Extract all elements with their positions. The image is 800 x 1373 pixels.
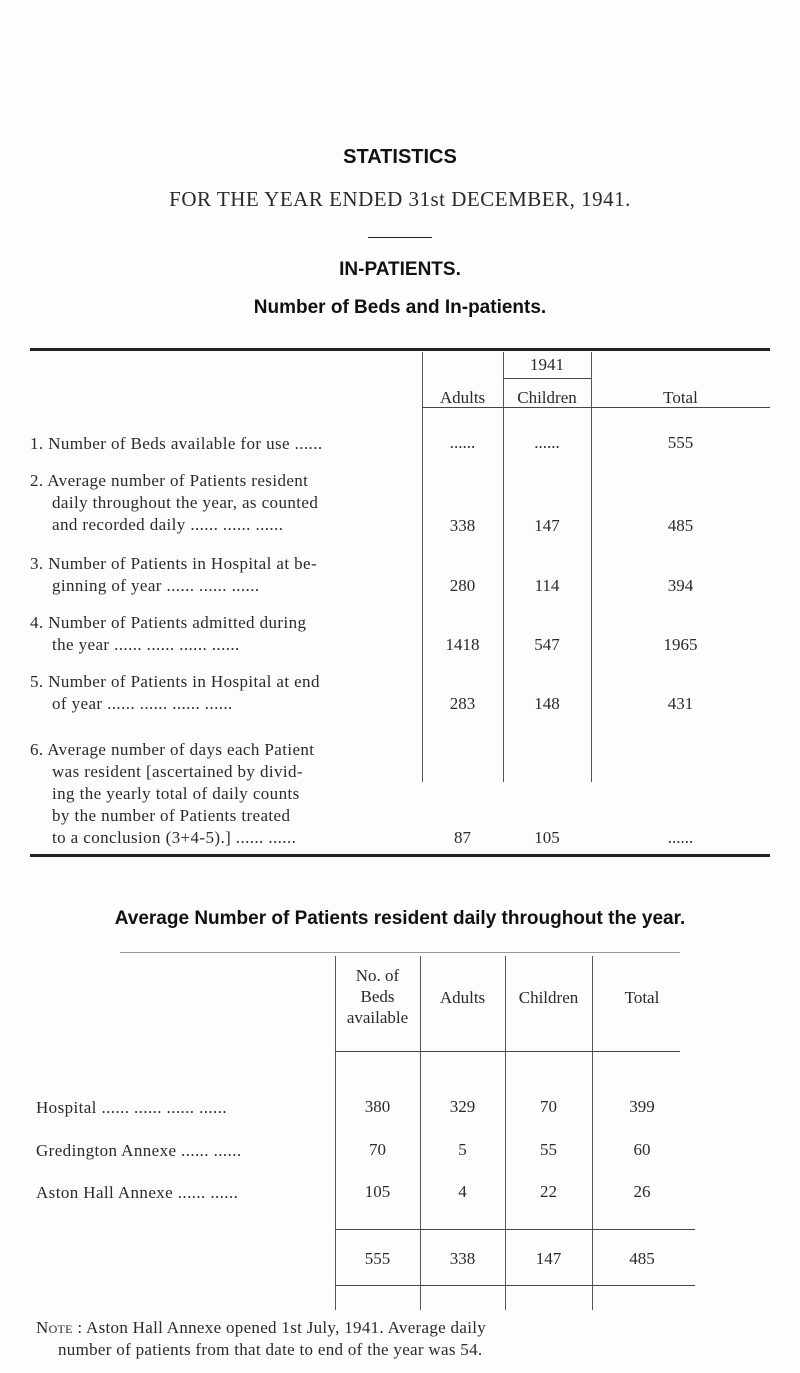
table2-title: Average Number of Patients resident daily throughout the year. (114, 908, 686, 929)
divider (368, 237, 432, 238)
table-row: 3. Number of Patients in Hospital at be- ginning of year ...... ...... ...... (30, 554, 318, 595)
total-total: 485 (629, 1249, 655, 1268)
table-row: 6. Average number of days each Patient was resident [ascertained by divid- ing the yearly total of daily counts by the number of Patients treated to a conclusion (3+4-5).] ...... ...... (30, 740, 315, 847)
col-children: Children (517, 388, 577, 407)
col-total: Total (663, 388, 698, 407)
total-adults: 338 (449, 1249, 476, 1268)
table-row: Aston Hall Annexe ...... ...... (36, 1183, 239, 1202)
table-row: Gredington Annexe ...... ...... (36, 1141, 242, 1160)
col-total: Total (624, 988, 660, 1007)
table-row: Hospital ...... ...... ...... ...... (36, 1098, 228, 1117)
col-children: Children (518, 988, 579, 1007)
page-title: STATISTICS (343, 146, 457, 168)
year-header: 1941 (530, 355, 564, 374)
table-bottom-rule (30, 854, 770, 857)
total-children: 147 (535, 1249, 562, 1268)
page-subtitle: FOR THE YEAR ENDED 31st DECEMBER, 1941. (169, 187, 631, 211)
section-subtitle: Number of Beds and In-patients. (253, 297, 547, 318)
section-title: IN-PATIENTS. (339, 259, 461, 280)
footnote: Note : Aston Hall Annexe opened 1st July, 1941. Average daily number of patients from that date to end of the year was 54. (36, 1318, 487, 1359)
table-row: 2. Average number of Patients resident daily throughout the year, as counted and recorded daily ...... ...... ...... (30, 471, 319, 534)
col-adults: Adults (439, 988, 486, 1007)
table-row: 4. Number of Patients admitted during the year ...... ...... ...... ...... (30, 613, 307, 654)
table-row: 1. Number of Beds available for use ...... (30, 434, 323, 453)
col-adults: Adults (439, 388, 486, 407)
col-beds-available: No. of Beds available (346, 966, 409, 1027)
table-row: 5. Number of Patients in Hospital at end of year ...... ...... ...... ...... (30, 672, 320, 713)
total-beds: 555 (364, 1249, 391, 1268)
table-top-rule (30, 348, 770, 351)
